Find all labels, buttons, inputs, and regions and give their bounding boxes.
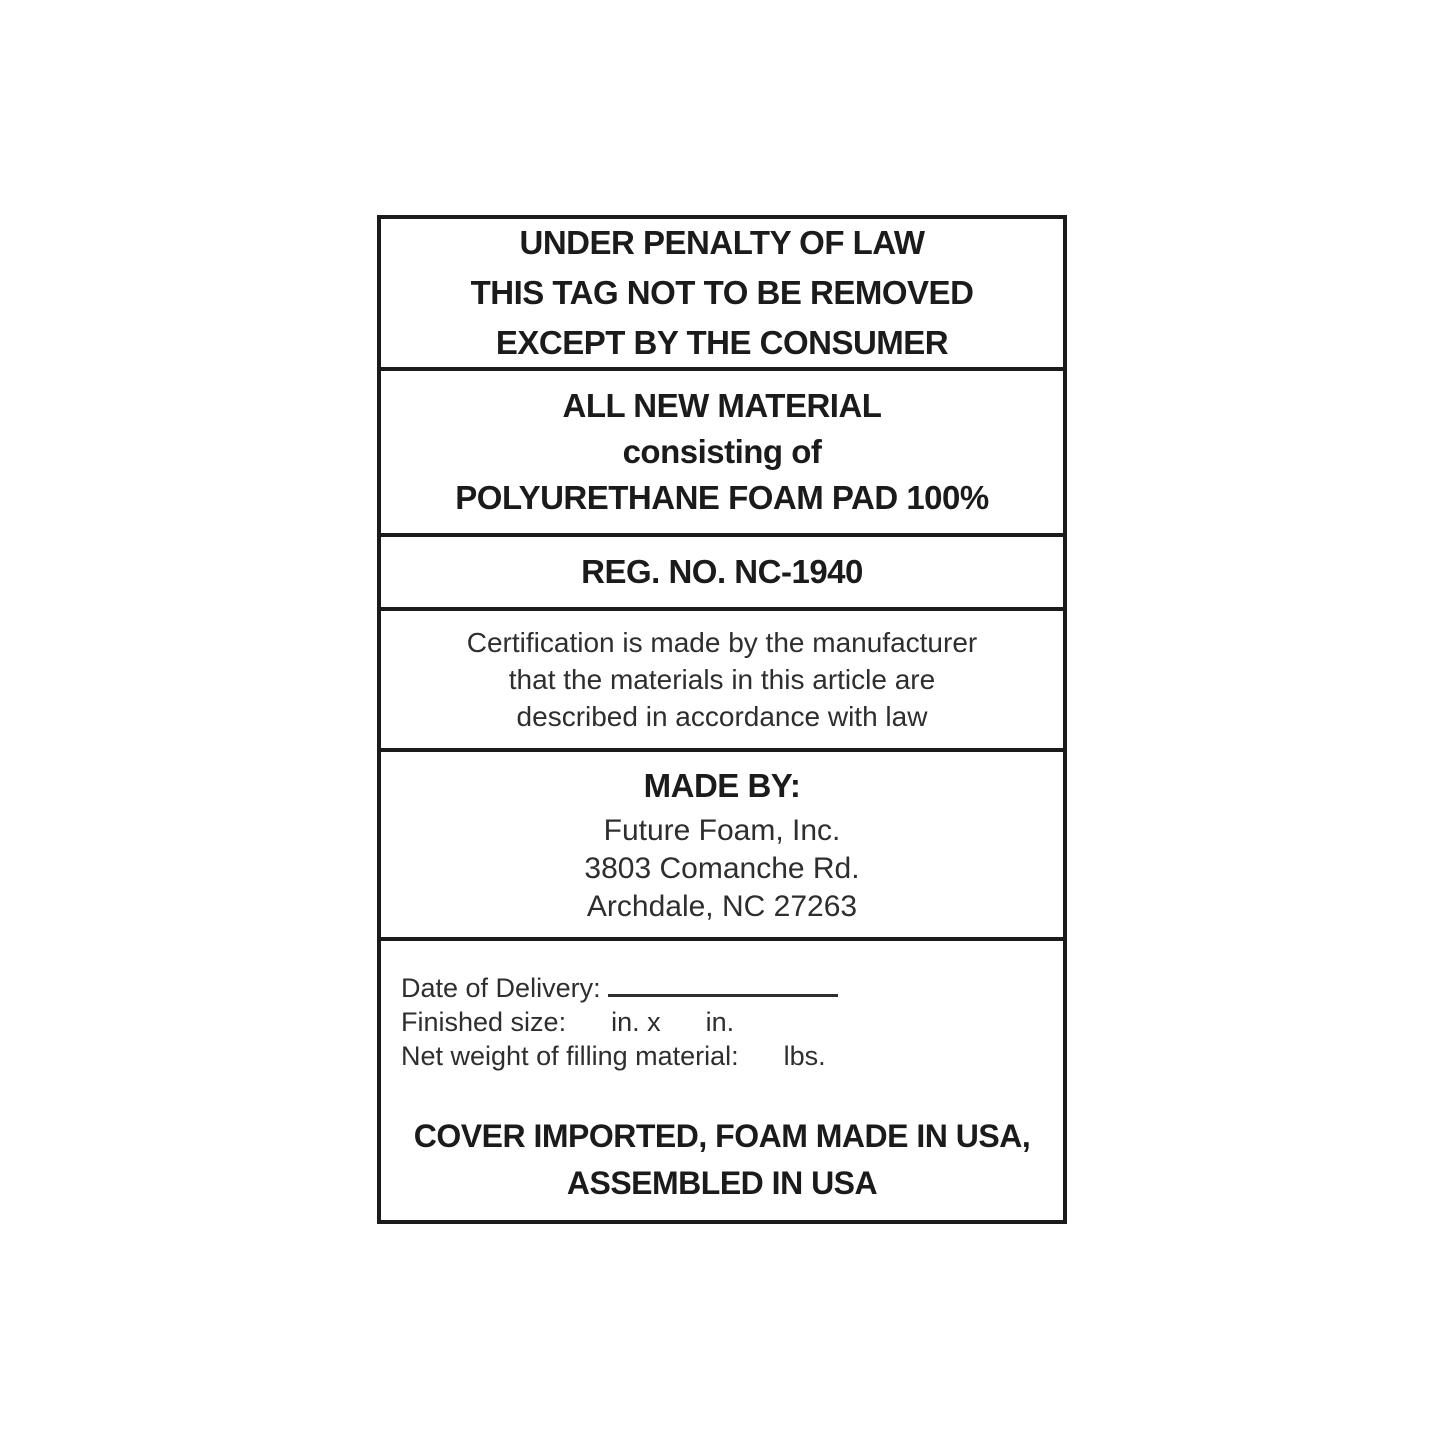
finished-size-line: Finished size: in. x in.: [401, 1007, 735, 1037]
date-of-delivery-label: Date of Delivery:: [401, 973, 609, 1003]
origin-line-2: ASSEMBLED IN USA: [566, 1165, 878, 1201]
made-by-section: [381, 748, 1063, 937]
penalty-section: [381, 219, 1063, 367]
material-section: [381, 367, 1063, 533]
certification-line-3: described in accordance with law: [516, 701, 928, 732]
certification-section: [381, 607, 1063, 748]
law-label-tag: [377, 215, 1067, 1224]
made-by-street: 3803 Comanche Rd.: [584, 851, 860, 885]
registration-section: [381, 533, 1063, 607]
origin-line-1: COVER IMPORTED, FOAM MADE IN USA,: [413, 1118, 1031, 1154]
certification-line-1: Certification is made by the manufacturer: [466, 627, 978, 658]
certification-line-2: that the materials in this article are: [508, 664, 936, 695]
net-weight-line: Net weight of filling material: lbs.: [401, 1041, 826, 1071]
date-of-delivery-line: [381, 971, 1063, 1005]
penalty-line-1: UNDER PENALTY OF LAW: [519, 224, 925, 261]
details-section: [381, 937, 1063, 1220]
material-line-1: ALL NEW MATERIAL: [562, 387, 882, 424]
date-of-delivery-blank: [608, 972, 838, 997]
made-by-heading: MADE BY:: [643, 766, 801, 804]
penalty-line-2: THIS TAG NOT TO BE REMOVED: [470, 274, 974, 311]
material-line-3: POLYURETHANE FOAM PAD 100%: [455, 479, 989, 516]
registration-number: REG. NO. NC-1940: [581, 553, 863, 590]
made-by-company: Future Foam, Inc.: [603, 813, 841, 847]
penalty-line-3: EXCEPT BY THE CONSUMER: [495, 324, 949, 361]
origin-statement: [381, 1113, 1063, 1207]
material-line-2: consisting of: [622, 433, 822, 470]
made-by-city-state-zip: Archdale, NC 27263: [586, 889, 858, 923]
